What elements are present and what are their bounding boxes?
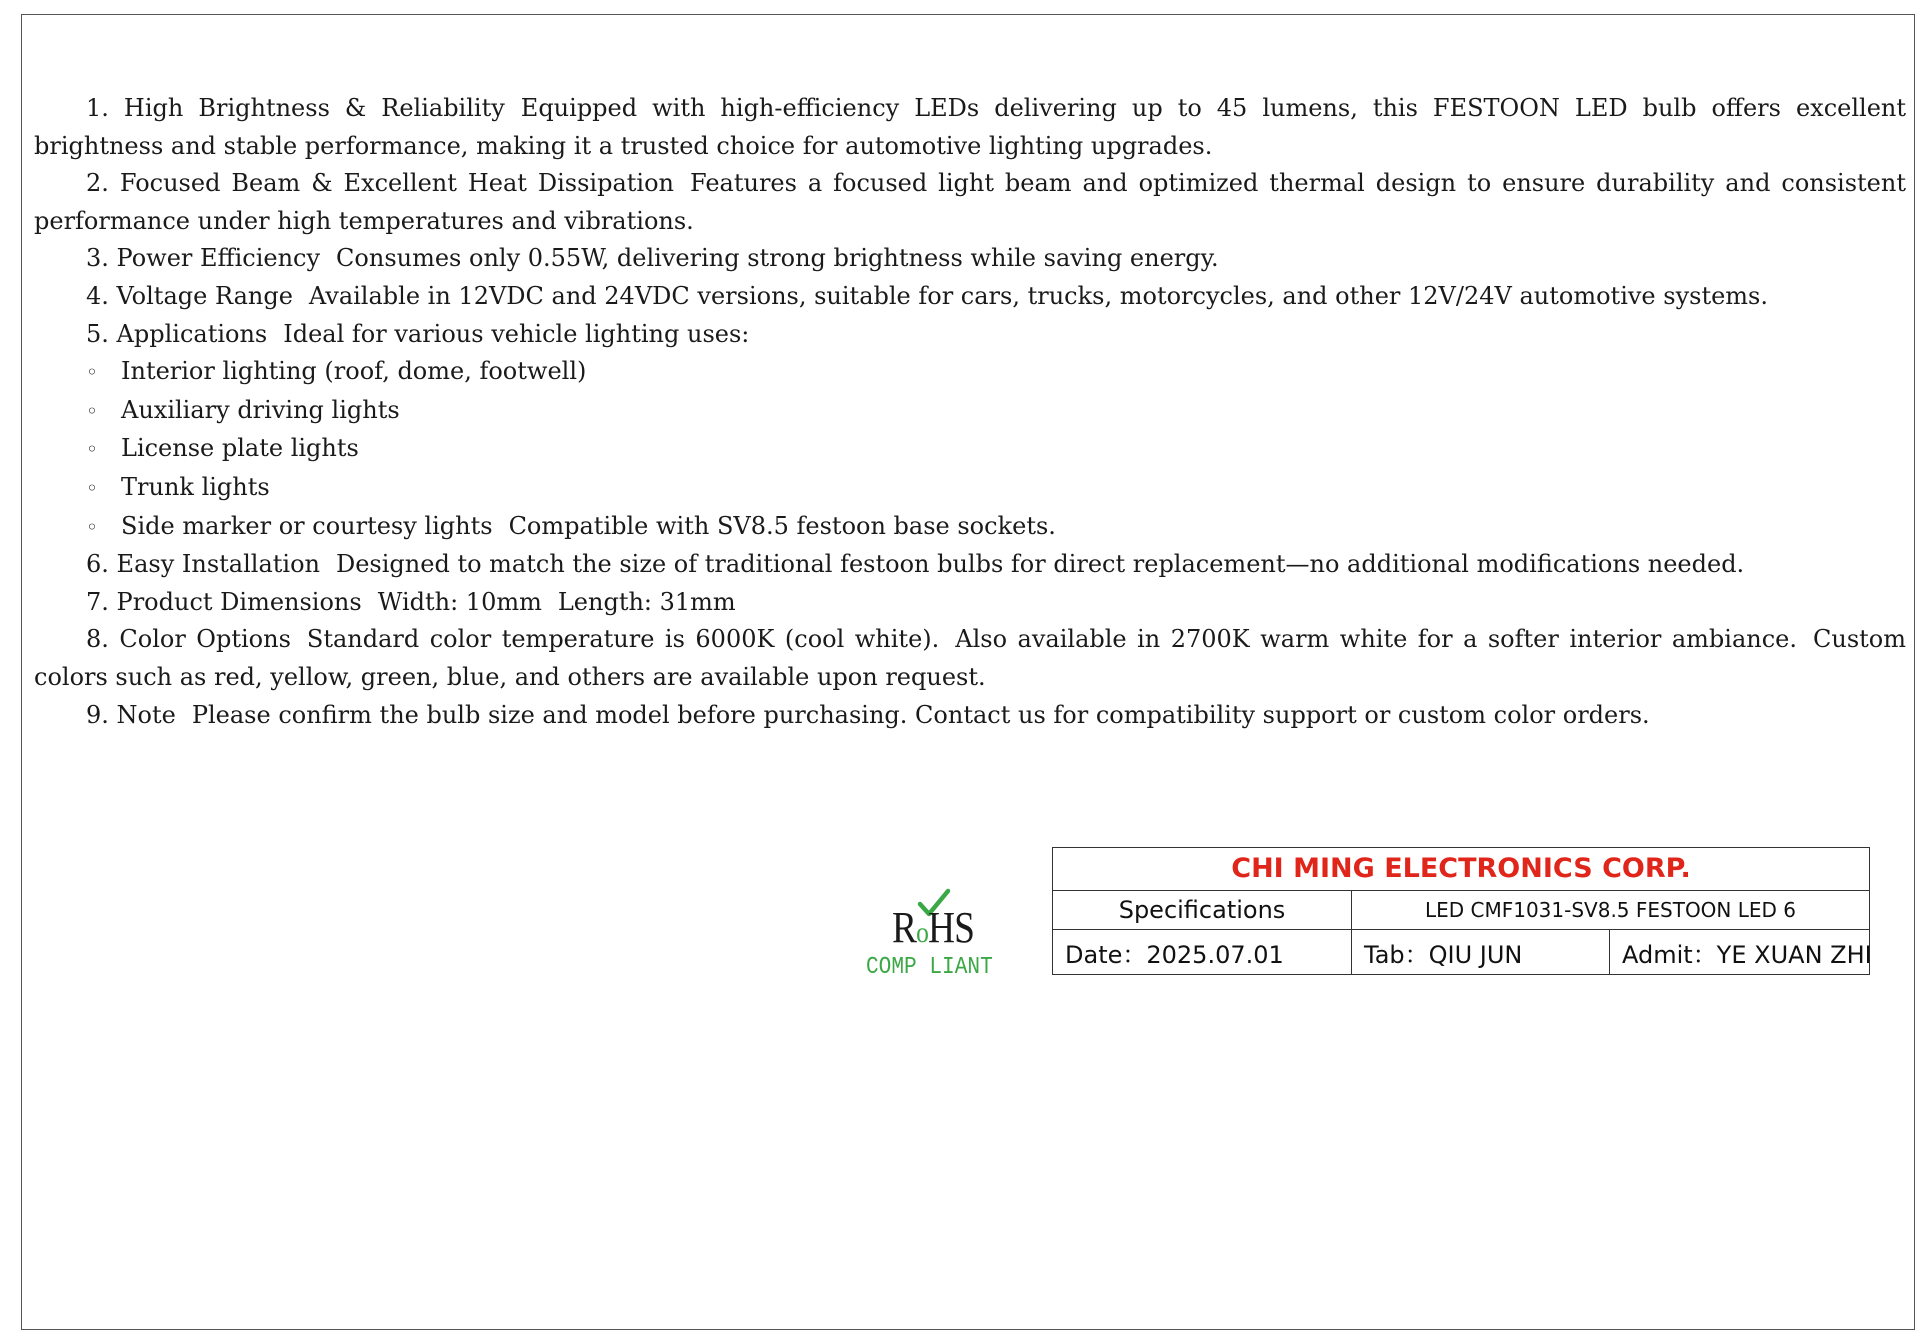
item-title: Color Options xyxy=(119,625,291,654)
bullet-icon: ◦ xyxy=(86,437,98,462)
bullet-text: Side marker or courtesy lights xyxy=(121,511,493,540)
item-5 xyxy=(34,316,1906,354)
bullet-text: License plate lights xyxy=(121,434,359,463)
list-item xyxy=(34,392,1906,431)
item-number: 5. xyxy=(86,319,109,348)
item-number: 7. xyxy=(86,587,109,616)
item-title: Applications xyxy=(116,319,268,348)
item-title: Focused Beam & Excellent Heat Dissipation xyxy=(119,169,674,198)
item-title: Power Efficiency xyxy=(116,244,321,273)
spec-label: Specifications xyxy=(1053,891,1352,929)
list-item xyxy=(34,430,1906,469)
admit-cell: Admit：YE XUAN ZHI xyxy=(1622,940,1872,969)
list-item xyxy=(34,469,1906,508)
bullet-icon: ◦ xyxy=(86,514,98,539)
item-text-3: Custom colors such as red, yellow, green, blue, and others are available upon request. xyxy=(34,625,1907,691)
item-number: 8. xyxy=(86,625,109,654)
rohs-compliant-label: COMP LIANT xyxy=(866,954,993,981)
bullet-icon: ◦ xyxy=(86,360,98,385)
item-3 xyxy=(34,240,1906,278)
item-title: High Brightness & Reliability xyxy=(123,94,505,122)
item-title: Product Dimensions xyxy=(116,587,362,616)
item-text: Standard color temperature is 6000K (cool white). xyxy=(306,625,940,654)
item-text-2: Also available in 2700K warm white for a softer interior ambiance. xyxy=(955,625,1798,654)
title-block-table xyxy=(1052,847,1870,975)
item-8 xyxy=(34,621,1906,696)
tab-cell: Tab：QIU JUN xyxy=(1352,930,1610,974)
item-text: Please confirm the bulb size and model before purchasing. Contact us for compatibility support or custom color orders. xyxy=(191,700,1650,729)
list-item xyxy=(34,508,1906,547)
bullet-text: Trunk lights xyxy=(121,472,270,501)
bullet-icon: ◦ xyxy=(86,475,98,500)
item-title: Easy Installation xyxy=(116,550,320,579)
spec-value: LED CMF1031-SV8.5 FESTOON LED 6 xyxy=(1424,898,1797,922)
date-cell: Date：2025.07.01 xyxy=(1053,930,1352,974)
item-title: Voltage Range xyxy=(116,281,293,310)
item-number: 1. xyxy=(86,94,109,122)
bullet-text: Interior lighting (roof, dome, footwell) xyxy=(121,357,587,386)
item-1 xyxy=(34,90,1906,165)
approval-row xyxy=(1053,930,1872,974)
item-9 xyxy=(34,697,1906,735)
item-6 xyxy=(34,546,1906,584)
item-text: Features a focused light beam and optimized thermal design to ensure durability and consistent performance under high temperatures and vibrations. xyxy=(34,169,1906,235)
item-number: 6. xyxy=(86,550,109,579)
company-name: CHI MING ELECTRONICS CORP. xyxy=(1053,848,1869,891)
bullet-extra-text: Compatible with SV8.5 festoon base sockets. xyxy=(508,511,1056,540)
rohs-logo xyxy=(862,888,1012,988)
item-text: Equipped with high-efficiency LEDs delivering up to 45 lumens, this FESTOON LED bulb offers excellent brightness and stable performance, making it a trusted choice for automotive lighting upgrades. xyxy=(34,94,1906,160)
item-title: Note xyxy=(116,700,176,729)
item-4 xyxy=(34,278,1906,316)
item-text: Available in 12VDC and 24VDC versions, suitable for cars, trucks, motorcycles, and other 12V/24V automotive systems. xyxy=(308,281,1768,310)
item-number: 4. xyxy=(86,281,109,310)
item-text: Consumes only 0.55W, delivering strong brightness while saving energy. xyxy=(336,244,1219,273)
item-7 xyxy=(34,584,1906,622)
item-text: Width: 10mm xyxy=(377,587,542,616)
spec-row xyxy=(1053,891,1869,930)
item-number: 3. xyxy=(86,244,109,273)
rohs-wordmark: RoHS xyxy=(892,903,975,952)
item-number: 2. xyxy=(86,169,109,198)
item-text-2: Length: 31mm xyxy=(557,587,736,616)
item-2 xyxy=(34,165,1906,240)
bullet-icon: ◦ xyxy=(86,398,98,423)
item-text: Designed to match the size of traditional festoon bulbs for direct replacement—no additional modifications needed. xyxy=(335,550,1745,579)
item-text: Ideal for various vehicle lighting uses: xyxy=(283,319,750,348)
spec-content xyxy=(34,90,1906,734)
bullet-text: Auxiliary driving lights xyxy=(121,395,400,424)
list-item xyxy=(34,353,1906,392)
item-number: 9. xyxy=(86,700,109,729)
